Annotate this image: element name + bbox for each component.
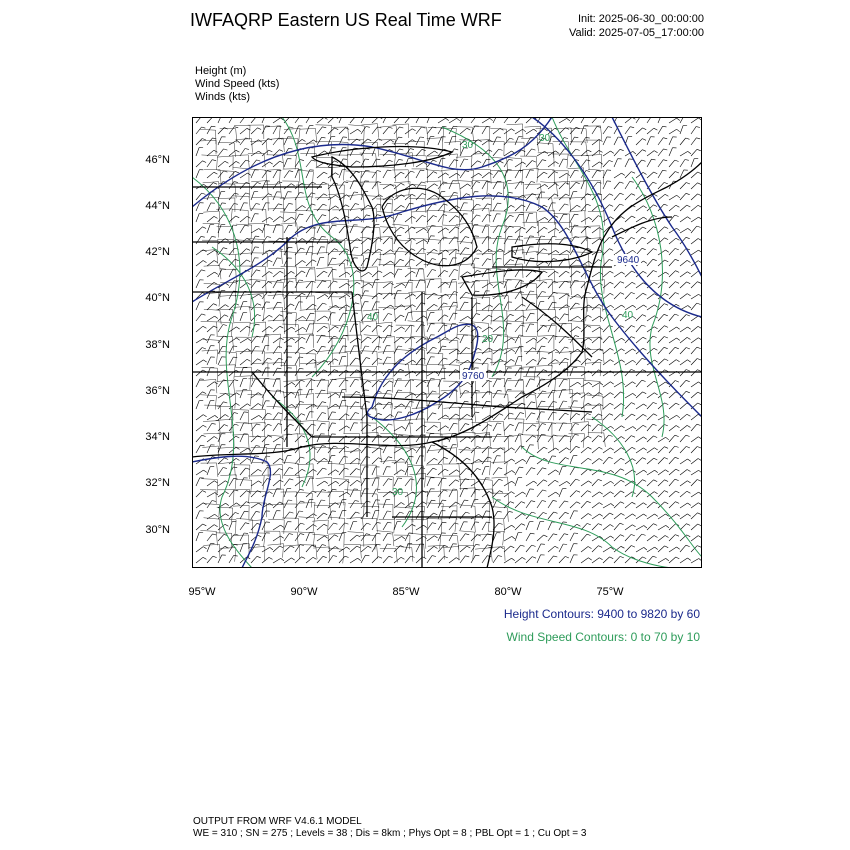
lat-label: 32°N bbox=[145, 477, 170, 489]
field-legend-height: Height (m) bbox=[195, 65, 247, 77]
wind-contours-note: Wind Speed Contours: 0 to 70 by 10 bbox=[506, 630, 700, 644]
height-label: 9640 bbox=[617, 255, 640, 266]
field-legend-wind-speed: Wind Speed (kts) bbox=[195, 78, 280, 90]
lat-label: 42°N bbox=[145, 246, 170, 258]
valid-time: Valid: 2025-07-05_17:00:00 bbox=[569, 27, 704, 39]
height-contours-note: Height Contours: 9400 to 9820 by 60 bbox=[503, 607, 700, 621]
init-time: Init: 2025-06-30_00:00:00 bbox=[578, 13, 704, 25]
lon-label: 95°W bbox=[188, 586, 216, 598]
wrf-map bbox=[192, 117, 702, 568]
wind-label: 30 bbox=[539, 133, 551, 144]
model-info-line2: WE = 310 ; SN = 275 ; Levels = 38 ; Dis = 8km ; Phys Opt = 8 ; PBL Opt = 1 ; Cu Opt = 3 bbox=[193, 828, 587, 839]
lat-label: 30°N bbox=[145, 524, 170, 536]
lat-label: 38°N bbox=[145, 339, 170, 351]
lat-label: 44°N bbox=[145, 200, 170, 212]
wind-label: 40 bbox=[622, 310, 634, 321]
wind-label: 30 bbox=[462, 140, 474, 151]
lon-label: 80°W bbox=[494, 586, 522, 598]
wind-label: 20 bbox=[482, 334, 494, 345]
lat-label: 40°N bbox=[145, 292, 170, 304]
lat-label: 34°N bbox=[145, 431, 170, 443]
field-legend-winds: Winds (kts) bbox=[195, 91, 250, 103]
wind-label: 40 bbox=[367, 312, 379, 323]
plot-title: IWFAQRP Eastern US Real Time WRF bbox=[190, 10, 502, 30]
height-label: 9760 bbox=[462, 371, 485, 382]
model-info-line1: OUTPUT FROM WRF V4.6.1 MODEL bbox=[193, 816, 362, 827]
lat-label: 36°N bbox=[145, 385, 170, 397]
lon-label: 75°W bbox=[596, 586, 624, 598]
lon-label: 90°W bbox=[290, 586, 318, 598]
lat-label: 46°N bbox=[145, 154, 170, 166]
wind-label: 30 bbox=[392, 487, 404, 498]
lon-label: 85°W bbox=[392, 586, 420, 598]
